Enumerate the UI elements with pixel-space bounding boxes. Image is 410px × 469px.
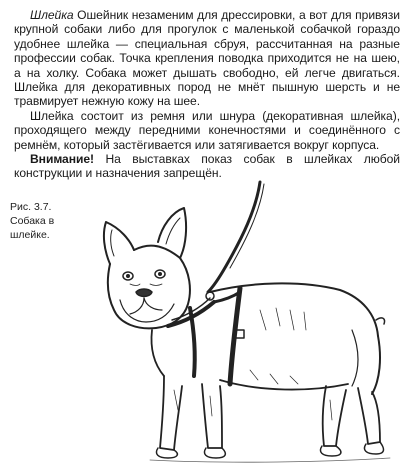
dog-belly — [220, 380, 348, 390]
dog-hind-leg-right — [358, 388, 380, 444]
term-harness: Шлейка — [30, 8, 74, 22]
dog-ear-right — [158, 208, 186, 258]
dog-illustration — [90, 180, 406, 466]
dog-ear-left — [104, 222, 134, 264]
warning-label: Внимание! — [30, 152, 95, 167]
harness-strap-girth — [230, 288, 240, 384]
paragraph-harness-intro-text: Ошейник незаменим для дрессировки, а вот для привязи крупной собаки либо для прогулок с маленькой собачкой гораздо удобнее шлейка — специальная сбруя, рассчитанная на разные профессии собак. Точка крепления поводка приходится не на шею, а на холку. Собака может дышать свободно, ей легче двигаться. Шлейка для декоративных пород не мнёт пышную шерсть и не травмирует нежную кожу на шее. — [14, 8, 400, 109]
dog-in-harness-drawing — [90, 180, 406, 466]
paragraph-warning-text: На выставках показ собак в шлейках любой конструкции и назначения запрещён. — [14, 152, 400, 181]
paragraph-warning — [14, 152, 400, 181]
dog-hind-leg-left — [323, 386, 346, 446]
leash — [208, 182, 260, 292]
figure-caption: Рис. 3.7. Собака в шлейке. — [10, 201, 55, 241]
paragraph-harness-intro — [14, 8, 400, 109]
body-text — [14, 8, 400, 181]
harness-strap-chest — [190, 308, 195, 376]
dog-front-leg-left — [160, 376, 182, 450]
dog-tail — [376, 318, 385, 324]
dog-nose — [136, 289, 152, 297]
dog-chest — [152, 330, 165, 376]
dog-rear — [372, 336, 380, 394]
paragraph-harness-structure — [14, 109, 400, 152]
paragraph-harness-structure-text: Шлейка состоит из ремня или шнура (декоративная шлейка), проходящего между передними конечностями и соединённого с ремнём, который застёгивается или затягивается вокруг корпуса. — [14, 108, 400, 152]
dog-head — [108, 246, 190, 329]
